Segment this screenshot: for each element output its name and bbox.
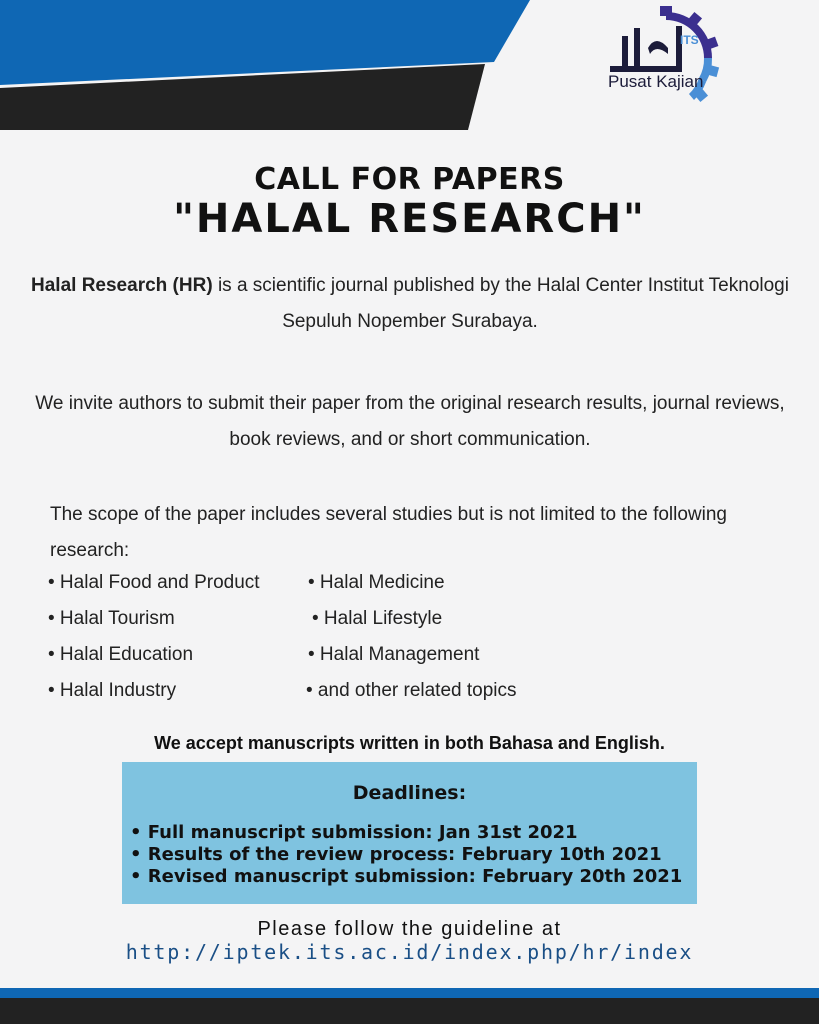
topic-item: • Halal Medicine: [308, 572, 445, 593]
languages-note: We accept manuscripts written in both Bahasa and English.: [154, 733, 665, 753]
page-title-line2: "HALAL RESEARCH": [173, 196, 646, 242]
page-title-line1: CALL FOR PAPERS: [254, 162, 565, 197]
scope-paragraph: The scope of the paper includes several studies but is not limited to the following research:: [50, 504, 727, 561]
topic-item: • and other related topics: [306, 680, 517, 701]
its-label: ITS: [680, 33, 699, 47]
topic-item: • Halal Education: [48, 644, 194, 665]
bottom-blue-stripe: [0, 988, 819, 998]
bottom-banner-stripes: [0, 988, 819, 1024]
deadline-item: • Revised manuscript submission: February 20th 2021: [130, 866, 683, 887]
topic-item: • Halal Management: [308, 644, 480, 665]
journal-abbr: (HR): [172, 275, 213, 296]
deadline-item: • Full manuscript submission: Jan 31st 2021: [130, 822, 578, 843]
intro-paragraph: [30, 268, 790, 340]
topic-item: • Halal Food and Product: [48, 572, 260, 593]
journal-name: Halal Research: [31, 275, 168, 296]
deadlines-title: Deadlines:: [352, 782, 467, 804]
invite-paragraph: We invite authors to submit their paper from the original research results, journal reviews, book reviews, and or short communication.: [35, 393, 785, 450]
deadlines-list: [130, 822, 695, 888]
logo-caption: Pusat Kajian: [608, 72, 704, 91]
guideline-text: Please follow the guideline at: [257, 918, 562, 940]
intro-text: is a scientific journal published by the Halal Center Institut Teknologi Sepuluh Nopember Surabaya.: [217, 275, 789, 332]
deadline-item: • Results of the review process: February 10th 2021: [130, 844, 662, 865]
topic-item: • Halal Lifestyle: [312, 608, 443, 629]
halal-calligraphy: [610, 26, 682, 72]
guideline-link[interactable]: http://iptek.its.ac.id/index.php/hr/index: [125, 940, 694, 964]
halal-gear-logo-icon: [596, 4, 736, 108]
bottom-dark-stripe: [0, 998, 819, 1024]
topic-item: • Halal Industry: [48, 680, 177, 701]
deadlines-box: [122, 762, 697, 904]
topic-item: • Halal Tourism: [48, 608, 175, 629]
